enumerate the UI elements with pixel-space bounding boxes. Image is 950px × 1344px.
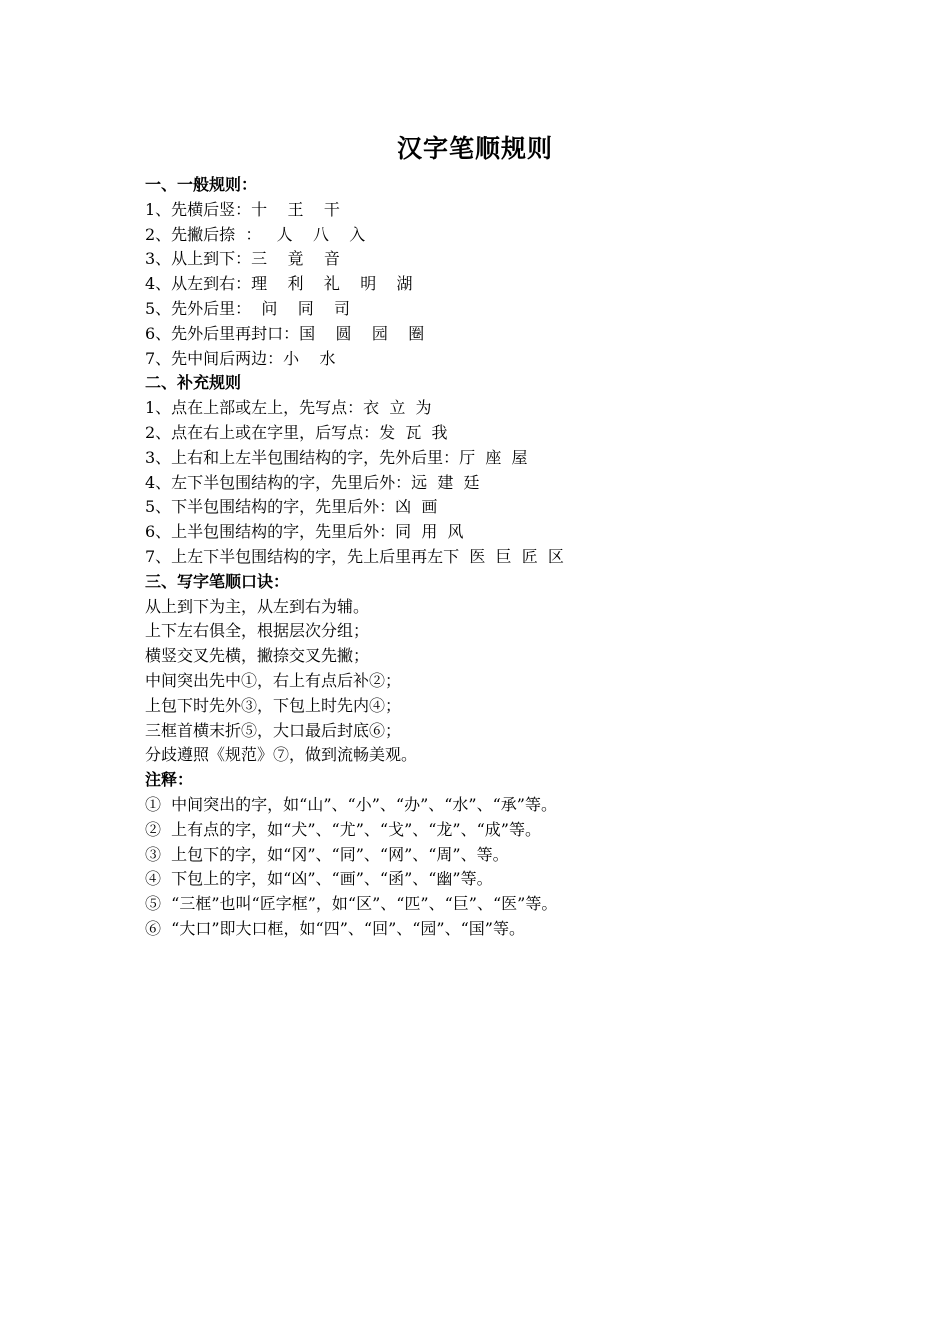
rule-item: 1、先横后竖：十 王 干 bbox=[145, 199, 340, 219]
section-heading-mnemonic: 三、写字笔顺口诀： bbox=[145, 571, 290, 591]
rule-item: 4、左下半包围结构的字，先里后外：远 建 廷 bbox=[145, 472, 480, 492]
rule-item: 7、上左下半包围结构的字，先上后里再左下 医 巨 匠 区 bbox=[145, 546, 564, 566]
rule-item: 7、先中间后两边：小 水 bbox=[145, 348, 336, 368]
rule-item: 6、先外后里再封口：国 圆 园 圈 bbox=[145, 323, 425, 343]
rule-item: 6、上半包围结构的字，先里后外：同 用 风 bbox=[145, 522, 464, 542]
mnemonic-line: 从上到下为主，从左到右为辅。 bbox=[145, 596, 370, 616]
note-item: ⑤ “三框”也叫“匠字框”，如“区”、“匹”、“巨”、“医”等。 bbox=[145, 894, 558, 914]
rule-item: 3、上右和上左半包围结构的字，先外后里：厅 座 屋 bbox=[145, 447, 528, 467]
note-item: ⑥ “大口”即大口框，如“四”、“回”、“园”、“国”等。 bbox=[145, 918, 525, 938]
note-item: ④ 下包上的字，如“凶”、“画”、“函”、“幽”等。 bbox=[145, 869, 493, 889]
mnemonic-line: 横竖交叉先横，撇捺交叉先撇； bbox=[145, 646, 370, 666]
mnemonic-line: 三框首横末折⑤，大口最后封底⑥； bbox=[145, 720, 402, 740]
mnemonic-line: 上下左右俱全，根据层次分组； bbox=[145, 621, 370, 641]
rule-item: 3、从上到下：三 竟 音 bbox=[145, 249, 340, 269]
section-heading-notes: 注释： bbox=[145, 770, 194, 790]
rule-item: 5、先外后里： 问 同 司 bbox=[145, 298, 351, 318]
rule-item: 2、点在右上或在字里，后写点：发 瓦 我 bbox=[145, 422, 448, 442]
document-body bbox=[145, 173, 845, 942]
rule-item: 1、点在上部或左上，先写点：衣 立 为 bbox=[145, 398, 432, 418]
note-item: ② 上有点的字，如“犬”、“尤”、“戈”、“龙”、“成”等。 bbox=[145, 819, 541, 839]
page-title: 汉字笔顺规则 bbox=[396, 134, 553, 163]
note-item: ① 中间突出的字，如“山”、“小”、“办”、“水”、“承”等。 bbox=[145, 794, 557, 814]
mnemonic-line: 分歧遵照《规范》⑦，做到流畅美观。 bbox=[145, 745, 418, 765]
note-item: ③ 上包下的字，如“冈”、“同”、“网”、“周”、等。 bbox=[145, 844, 509, 864]
rule-item: 2、先撇后捺 ： 人 八 入 bbox=[145, 224, 366, 244]
rule-item: 5、下半包围结构的字，先里后外：凶 画 bbox=[145, 497, 438, 517]
mnemonic-line: 中间突出先中①，右上有点后补②； bbox=[145, 670, 402, 690]
section-heading-supplementary-rules: 二、补充规则 bbox=[145, 373, 242, 393]
rule-item: 4、从左到右：理 利 礼 明 湖 bbox=[145, 274, 413, 294]
mnemonic-line: 上包下时先外③，下包上时先内④； bbox=[145, 695, 402, 715]
section-heading-general-rules: 一、一般规则： bbox=[145, 175, 258, 194]
